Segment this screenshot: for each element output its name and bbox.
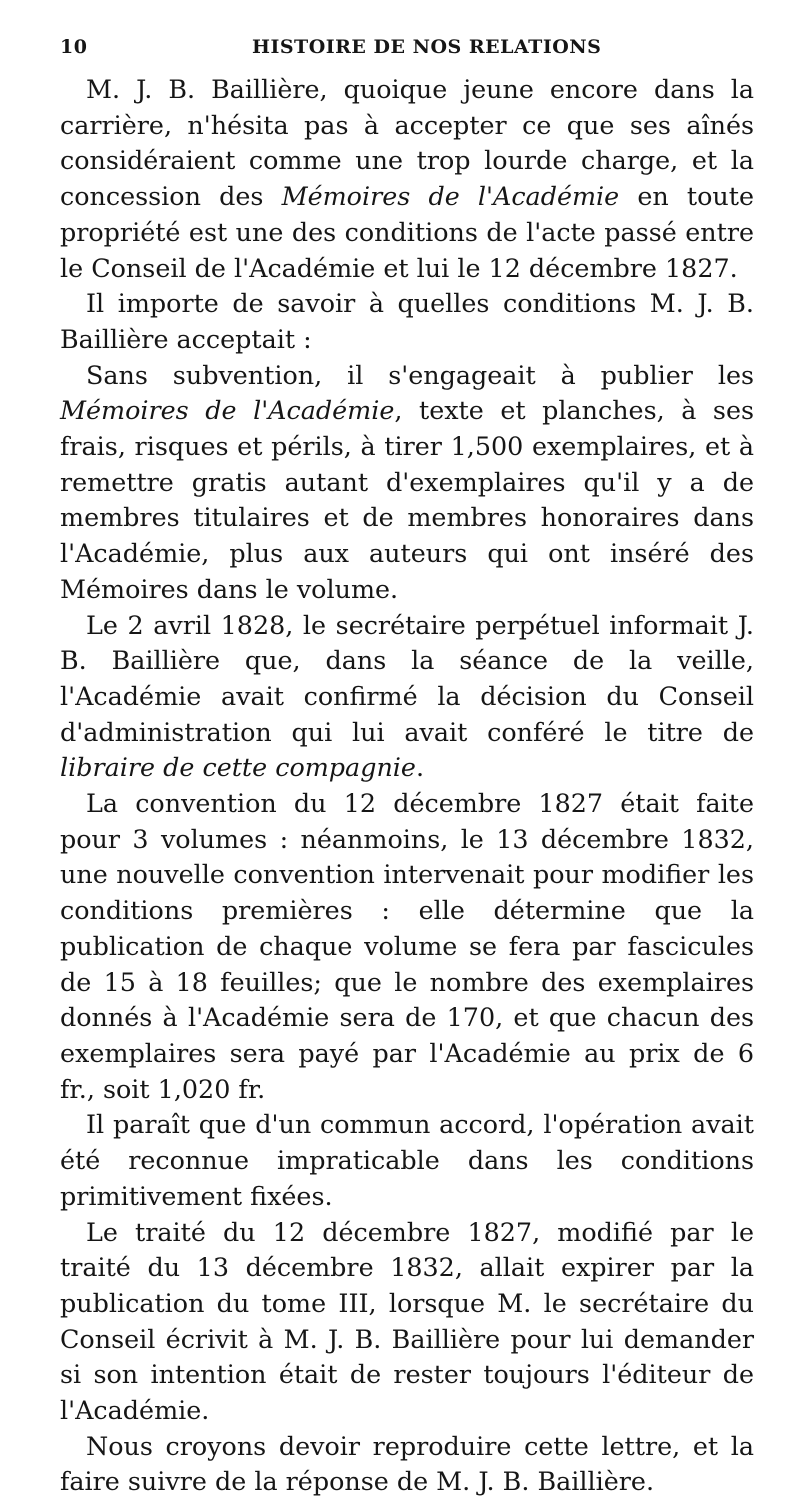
paragraph-text: Nous croyons devoir reproduire cette lettre, et la faire suivre de la réponse de M. J. B. Baillière. [60,1430,754,1497]
paragraph-text: Sans subvention, il s'engageait à publier les [86,359,754,390]
paragraph-text: Le 2 avril 1828, le secrétaire perpétuel informait J. B. Baillière que, dans la séance de la veille, l'Académie avait confirmé la décision du Conseil d'administration qui lui avait conféré le titre de [60,609,754,747]
paragraph-text: Le traité du 12 décembre 1827, modifié par le traité du 13 décembre 1832, allait expirer par la publication du tome III, lorsque M. le secrétaire du Conseil écrivit à M. J. B. Baillière pour lui demander si son intention était de rester toujours l'éditeur de l'Académie. [60,1216,754,1426]
italic-title: libraire de cette compagnie [60,752,416,783]
body-text [60,72,754,1500]
paragraph-8 [60,1429,754,1500]
paragraph-text: M. J. B. Baillière, quoique jeune encore dans la carrière, n'hésita pas à accepter ce que ses aînés considéraient comme une trop lourde charge, et la concession des [60,74,754,212]
paragraph-5 [60,786,754,1107]
page-number: 10 [60,36,88,58]
paragraph-text: , texte et planches, à ses frais, risques et périls, à tirer 1,500 exemplaires, et à remettre gratis autant d'exemplaires qu'il y a de membres titulaires et de membres honoraires dans l'Académie, plus aux auteurs qui ont inséré des Mémoires dans le volume. [60,395,755,604]
running-head [60,36,754,72]
paragraph-1 [60,72,754,286]
paragraph-text: en toute propriété est une des conditions de l'acte passé entre le Conseil de l'Académie et lui le 12 décembre 1827. [60,181,754,283]
paragraph-text: Il paraît que d'un commun accord, l'opération avait été reconnue impraticable dans les conditions primitivement fixées. [60,1109,754,1211]
paragraph-text: . [415,752,425,783]
italic-title: Mémoires de l'Académie [281,181,620,212]
paragraph-6 [60,1107,754,1214]
paragraph-text: Il importe de savoir à quelles conditions M. J. B. Baillière acceptait : [60,288,754,354]
running-title: HISTOIRE DE NOS RELATIONS [252,36,602,58]
paragraph-3 [60,358,754,608]
paragraph-7 [60,1215,754,1429]
paragraph-4 [60,608,754,787]
paragraph-2 [60,286,754,357]
italic-title: Mémoires de l'Académie [60,395,395,426]
paragraph-text: La convention du 12 décembre 1827 était faite pour 3 volumes : néanmoins, le 13 décembre 1832, une nouvelle convention intervenait pour modifier les conditions premières : elle détermine que la publication de chaque volume se fera par fascicules de 15 à 18 feuilles; que le nombre des exemplaires donnés à l'Académie sera de 170, et que chacun des exemplaires sera payé par l'Académie au prix de 6 fr., soit 1,020 fr. [60,788,754,1104]
